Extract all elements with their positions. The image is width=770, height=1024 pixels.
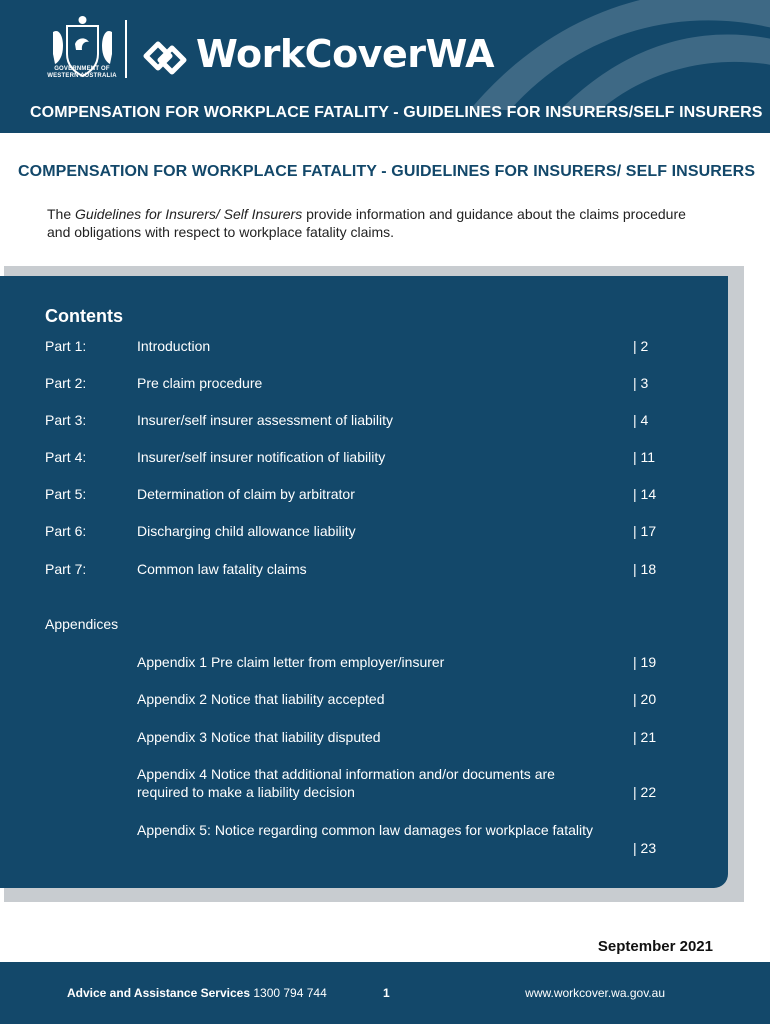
- part-label: Part 3:: [45, 412, 87, 428]
- appendix-title: Appendix 3 Notice that liability disputed: [137, 729, 381, 745]
- workcover-logo-icon: [140, 38, 190, 78]
- part-title: Discharging child allowance liability: [137, 523, 356, 539]
- part-label: Part 2:: [45, 375, 87, 391]
- publication-date: September 2021: [597, 938, 713, 955]
- page-number: | 14: [633, 486, 657, 502]
- page-number: | 4: [633, 412, 649, 428]
- intro-emphasis: Guidelines for Insurers/ Self Insurers: [75, 206, 303, 222]
- page-number: | 3: [633, 375, 649, 391]
- page-number: | 19: [633, 654, 657, 670]
- contents-heading: Contents: [45, 306, 123, 326]
- part-label: Part 4:: [45, 449, 87, 465]
- appendix-title: Appendix 5: Notice regarding common law damages for workplace fatality: [137, 822, 594, 838]
- appendix-title: Appendix 1 Pre claim letter from employer/insurer: [137, 654, 445, 670]
- page-number: | 22: [633, 784, 657, 800]
- part-label: Part 1:: [45, 338, 87, 354]
- part-title: Common law fatality claims: [137, 561, 307, 577]
- page-number: | 11: [633, 449, 656, 465]
- part-label: Part 6:: [45, 523, 87, 539]
- part-title: Insurer/self insurer assessment of liability: [137, 412, 393, 428]
- part-label: Part 5:: [45, 486, 87, 502]
- intro-suffix: provide information and guidance about the claims procedure and obligations with respect to workplace fatality claims.: [47, 206, 686, 240]
- logo-divider: [125, 20, 127, 78]
- crest-caption: GOVERNMENT OF WESTERN AUSTRALIA: [47, 66, 117, 79]
- appendix-title: Appendix 2 Notice that liability accepted: [137, 691, 385, 707]
- part-title: Introduction: [137, 338, 211, 354]
- part-title: Pre claim procedure: [137, 375, 263, 391]
- page-number: | 17: [633, 523, 657, 539]
- part-title: Determination of claim by arbitrator: [137, 486, 355, 502]
- appendices-heading: Appendices: [45, 616, 119, 632]
- decorative-swoosh: [450, 0, 770, 110]
- banner-title: COMPENSATION FOR WORKPLACE FATALITY - GUIDELINES FOR INSURERS/SELF INSURERS: [30, 104, 763, 121]
- page-number: | 23: [633, 840, 657, 856]
- footer-page-number: 1: [383, 986, 390, 1000]
- page-number: | 18: [633, 561, 657, 577]
- page-number: | 21: [633, 729, 657, 745]
- part-label: Part 7:: [45, 561, 87, 577]
- page-number: | 2: [633, 338, 649, 354]
- footer-website-link[interactable]: www.workcover.wa.gov.au: [525, 986, 665, 1000]
- header-banner: [0, 0, 770, 133]
- footer-bar: [0, 962, 770, 1024]
- footer-label: Advice and Assistance Services: [67, 986, 250, 1000]
- intro-paragraph: [47, 205, 707, 241]
- brand-name: WorkCoverWA: [196, 32, 495, 76]
- intro-prefix: The: [47, 206, 76, 222]
- appendix-title: Appendix 4 Notice that additional information and/or documents are required to make a liability decision: [137, 766, 555, 800]
- footer-phone[interactable]: 1300 794 744: [253, 986, 327, 1000]
- page-number: | 20: [633, 691, 657, 707]
- footer-contact: [67, 986, 327, 1000]
- document-title: COMPENSATION FOR WORKPLACE FATALITY - GUIDELINES FOR INSURERS/ SELF INSURERS: [18, 163, 756, 180]
- part-title: Insurer/self insurer notification of liability: [137, 449, 386, 465]
